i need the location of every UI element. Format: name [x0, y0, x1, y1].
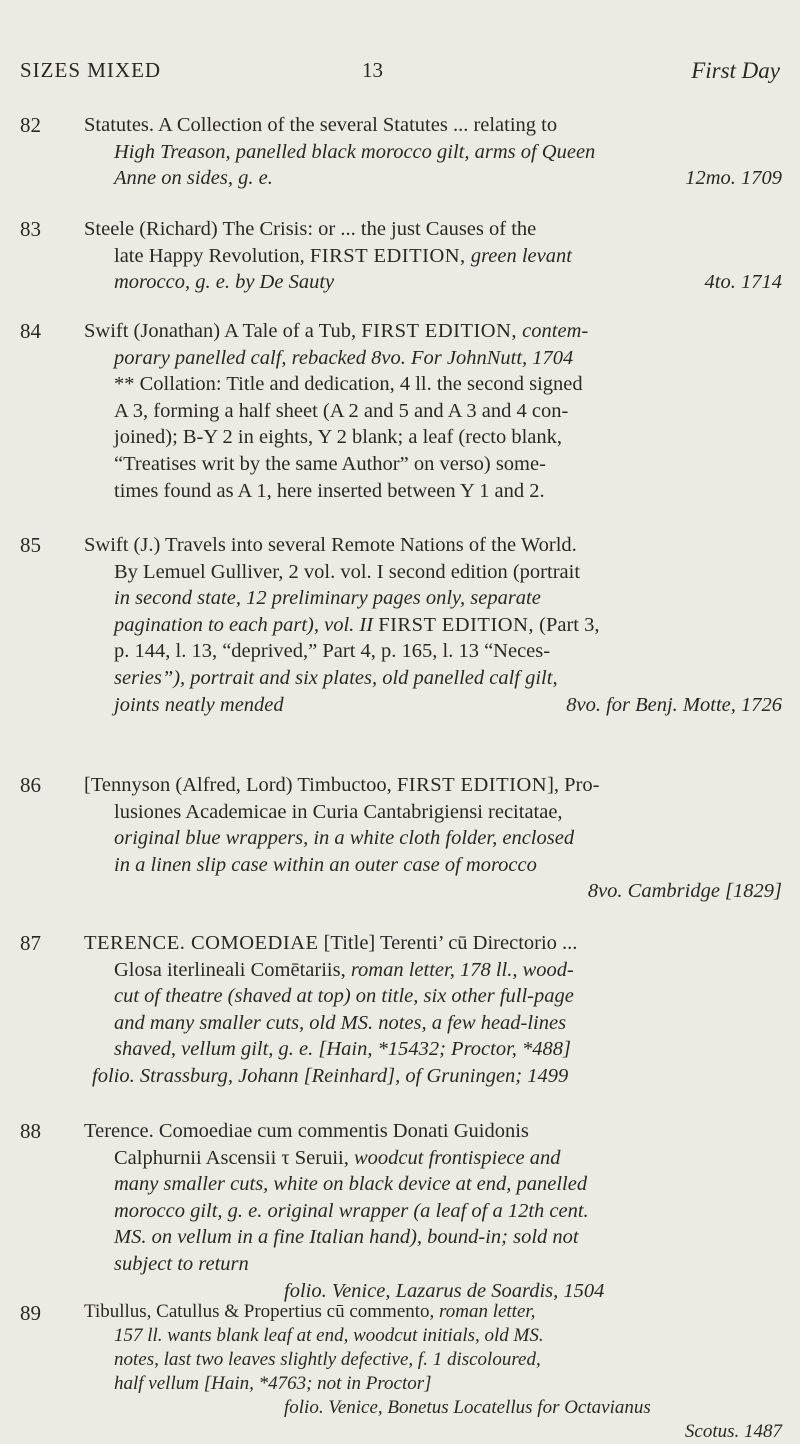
lot-line: “Treatises writ by the same Author” on verso) some-: [114, 452, 546, 475]
lot-description: [84, 1118, 782, 1304]
lot-description: [84, 112, 782, 192]
lot-number: 89: [20, 1301, 41, 1325]
lot-line: High Treason, panelled black morocco gilt, arms of Queen: [114, 140, 596, 163]
lot-line: Statutes. A Collection of the several Statutes ... relating to: [84, 114, 558, 136]
lot-line: and many smaller cuts, old MS. notes, a few head-lines: [114, 1011, 567, 1034]
lot-line: Calphurnii Ascensii τ Seruii, woodcut frontispiece and: [114, 1146, 561, 1169]
section-title: SIZES MIXED: [20, 58, 162, 82]
lot-line: many smaller cuts, white on black device at end, panelled: [114, 1173, 588, 1196]
lot-line: subject to return: [114, 1252, 249, 1275]
lot-line: late Happy Revolution, FIRST EDITION, green levant: [114, 244, 572, 267]
lot-description: [84, 772, 782, 905]
lot-line: times found as A 1, here inserted between Y 1 and 2.: [114, 479, 545, 502]
lot-description: [84, 318, 782, 504]
lot-line: Terence. Comoediae cum commentis Donati Guidonis: [84, 1120, 529, 1142]
lot-line: Tibullus, Catullus & Propertius cū commento, roman letter,: [84, 1301, 536, 1322]
lot-line: morocco gilt, g. e. original wrapper (a leaf of a 12th cent.: [114, 1199, 589, 1222]
lot-line: Steele (Richard) The Crisis: or ... the just Causes of the: [84, 218, 537, 240]
lot-line: [Tennyson (Alfred, Lord) Timbuctoo, FIRST EDITION], Pro-: [84, 774, 600, 796]
lot-line: lusiones Academicae in Curia Cantabrigiensi recitatae,: [114, 800, 563, 823]
lot-line: notes, last two leaves slightly defective, f. 1 discoloured,: [114, 1349, 541, 1370]
lot-line: in a linen slip case within an outer case of morocco: [114, 853, 537, 876]
lot-line: Swift (Jonathan) A Tale of a Tub, FIRST EDITION, contem-: [84, 320, 589, 342]
lot-line: joints neatly mended 8vo. for Benj. Motte, 1726: [114, 693, 782, 716]
lot-description: [84, 1300, 782, 1444]
lot-line: p. 144, l. 13, “deprived,” Part 4, p. 165, l. 13 “Neces-: [114, 640, 551, 663]
lot-line: TERENCE. COMOEDIAE [Title] Terenti’ cū Directorio ...: [84, 932, 578, 954]
lot-line: 8vo. Cambridge [1829]: [587, 880, 782, 903]
page-number: 13: [362, 58, 383, 82]
page-header: [0, 58, 800, 86]
lot-line: pagination to each part), vol. II FIRST EDITION, (Part 3,: [114, 613, 600, 636]
lot-line: morocco, g. e. by De Sauty 4to. 1714: [114, 271, 782, 294]
lot-line: original blue wrappers, in a white cloth folder, enclosed: [114, 827, 575, 850]
lot-line: Anne on sides, g. e. 12mo. 1709: [114, 167, 782, 190]
lot-line: folio. Venice, Lazarus de Soardis, 1504: [284, 1279, 605, 1302]
lot-line: ** Collation: Title and dedication, 4 ll. the second signed: [114, 373, 583, 396]
lot-line: 157 ll. wants blank leaf at end, woodcut initials, old MS.: [114, 1325, 544, 1346]
lot-line: folio. Strassburg, Johann [Reinhard], of Gruningen; 1499: [92, 1064, 569, 1087]
lot-number: 87: [20, 931, 41, 955]
lot-number: 84: [20, 319, 41, 343]
lot-line: Scotus. 1487: [684, 1421, 782, 1442]
lot-line: Swift (J.) Travels into several Remote Nations of the World.: [84, 534, 577, 556]
lot-number: 83: [20, 217, 41, 241]
lot-line: shaved, vellum gilt, g. e. [Hain, *15432; Proctor, *488]: [114, 1038, 572, 1061]
lot-description: [84, 216, 782, 296]
lot-line: A 3, forming a half sheet (A 2 and 5 and A 3 and 4 con-: [114, 399, 569, 422]
lot-number: 86: [20, 773, 41, 797]
lot-number: 88: [20, 1119, 41, 1143]
lot-number: 85: [20, 533, 41, 557]
lot-line: half vellum [Hain, *4763; not in Proctor]: [114, 1373, 432, 1394]
lot-line: in second state, 12 preliminary pages only, separate: [114, 587, 541, 610]
lot-line: joined); B-Y 2 in eights, Y 2 blank; a leaf (recto blank,: [114, 426, 563, 449]
lot-number: 82: [20, 113, 41, 137]
sale-day: First Day: [691, 58, 780, 83]
lot-line: series”), portrait and six plates, old panelled calf gilt,: [114, 666, 558, 689]
lot-line: MS. on vellum in a fine Italian hand), bound-in; sold not: [114, 1226, 579, 1249]
lot-line: cut of theatre (shaved at top) on title, six other full-page: [114, 985, 574, 1008]
lot-description: [84, 930, 782, 1090]
lot-line: Glosa iterlineali Comētariis, roman letter, 178 ll., wood-: [114, 958, 574, 981]
lot-line: porary panelled calf, rebacked 8vo. For JohnNutt, 1704: [114, 346, 574, 369]
lot-line: folio. Venice, Bonetus Locatellus for Octavianus: [284, 1397, 651, 1418]
lot-description: [84, 532, 782, 718]
lot-line: By Lemuel Gulliver, 2 vol. vol. I second edition (portrait: [114, 560, 581, 583]
